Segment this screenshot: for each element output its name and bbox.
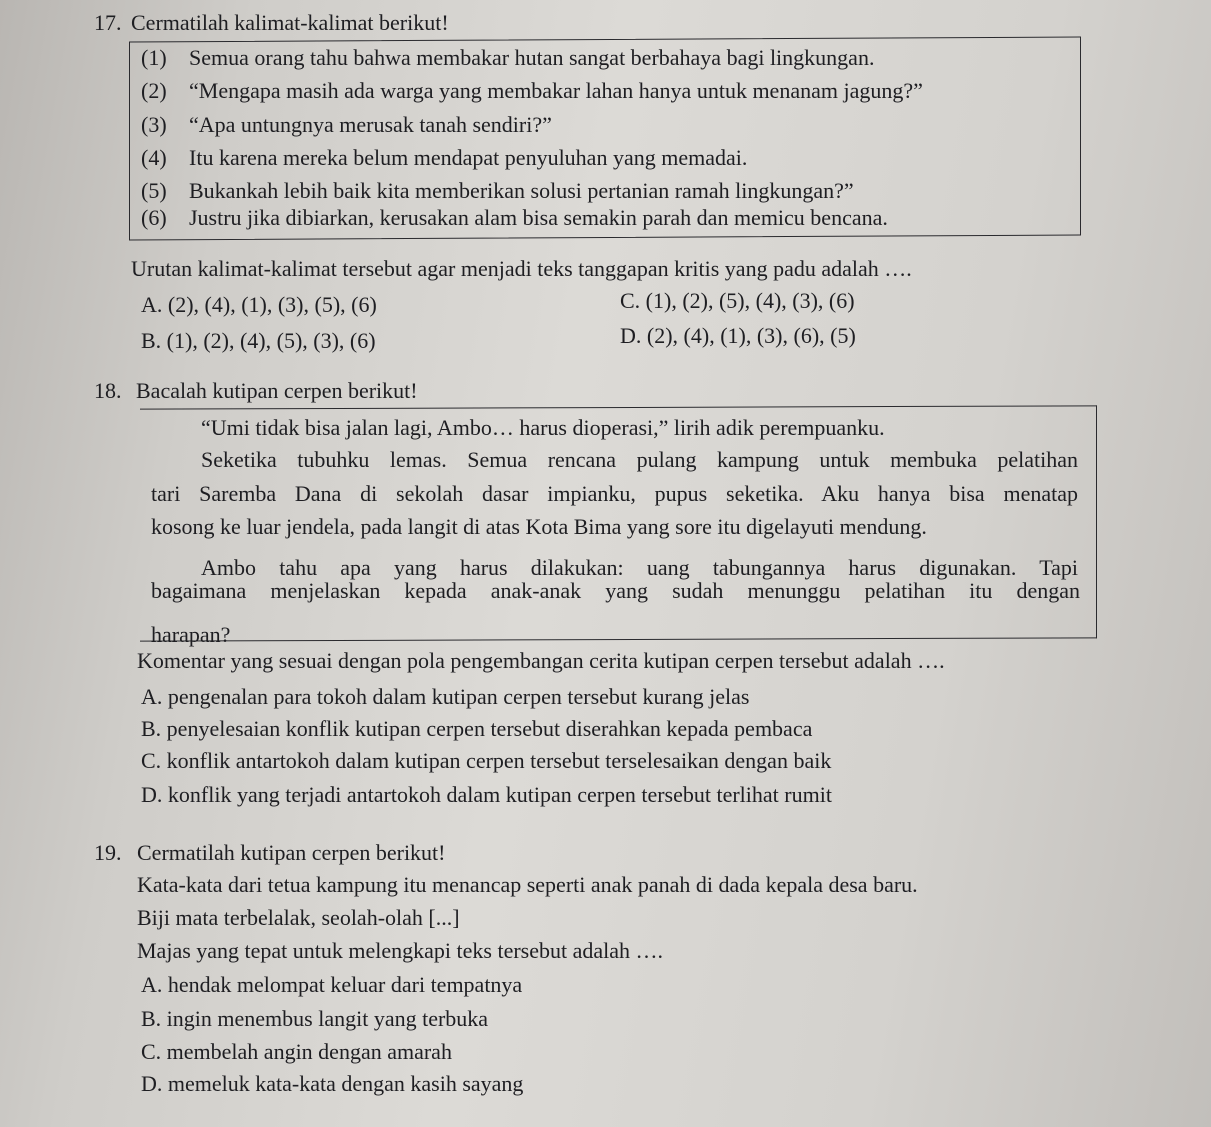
q17-sentence-6-num: (6) [141, 205, 167, 230]
q17-sentence-2: “Mengapa masih ada warga yang membakar lahan hanya untuk menanam jagung?” [189, 78, 923, 103]
q18-excerpt-line-1: “Umi tidak bisa jalan lagi, Ambo… harus dioperasi,” lirih adik perempuanku. [201, 415, 885, 440]
q17-instruction: Cermatilah kalimat-kalimat berikut! [131, 10, 449, 35]
q19-option-a: A. hendak melompat keluar dari tempatnya [141, 972, 523, 997]
q19-option-b: B. ingin menembus langit yang terbuka [141, 1006, 489, 1031]
q17-sentence-6: Justru jika dibiarkan, kerusakan alam bisa semakin parah dan memicu bencana. [189, 205, 888, 230]
q17-sentence-3-num: (3) [141, 112, 167, 137]
q17-sentence-4-num: (4) [141, 145, 167, 170]
q19-question: Majas yang tepat untuk melengkapi teks tersebut adalah …. [137, 938, 664, 963]
q17-option-c: C. (1), (2), (5), (4), (3), (6) [620, 288, 855, 313]
q19-option-c: C. membelah angin dengan amarah [141, 1039, 452, 1064]
q18-excerpt-line-2: Seketika tubuhku lemas. Semua rencana pulang kampung untuk membuka pelatihan [201, 447, 1078, 472]
q18-excerpt-line-5: Ambo tahu apa yang harus dilakukan: uang tabungannya harus digunakan. Tapi [201, 555, 1078, 580]
q19-instruction: Cermatilah kutipan cerpen berikut! [137, 840, 446, 865]
q17-sentence-1-num: (1) [141, 45, 167, 70]
q17-number: 17. [94, 10, 122, 35]
q17-sentence-2-num: (2) [141, 78, 167, 103]
q18-excerpt-line-4: kosong ke luar jendela, pada langit di atas Kota Bima yang sore itu digelayuti mendung. [151, 514, 927, 539]
q19-excerpt-line-1: Kata-kata dari tetua kampung itu menancap seperti anak panah di dada kepala desa baru. [137, 872, 918, 897]
q17-sentence-4: Itu karena mereka belum mendapat penyuluhan yang memadai. [189, 145, 748, 170]
q19-excerpt-line-2: Biji mata terbelalak, seolah-olah [...] [137, 905, 460, 930]
q18-number: 18. [94, 378, 122, 403]
q18-option-b: B. penyelesaian konflik kutipan cerpen tersebut diserahkan kepada pembaca [141, 716, 813, 741]
q17-sentence-3: “Apa untungnya merusak tanah sendiri?” [189, 112, 552, 137]
q17-option-d: D. (2), (4), (1), (3), (6), (5) [620, 323, 856, 348]
q17-sentence-5: Bukankah lebih baik kita memberikan solusi pertanian ramah lingkungan?” [189, 178, 854, 203]
q18-excerpt-line-6: bagaimana menjelaskan kepada anak-anak yang sudah menunggu pelatihan itu dengan [151, 578, 1080, 603]
q18-option-d: D. konflik yang terjadi antartokoh dalam kutipan cerpen tersebut terlihat rumit [141, 782, 832, 807]
q18-instruction: Bacalah kutipan cerpen berikut! [136, 378, 418, 403]
q18-option-a: A. pengenalan para tokoh dalam kutipan cerpen tersebut kurang jelas [141, 684, 750, 709]
q17-sentence-1: Semua orang tahu bahwa membakar hutan sangat berbahaya bagi lingkungan. [189, 45, 875, 70]
q18-question: Komentar yang sesuai dengan pola pengembangan cerita kutipan cerpen tersebut adalah …. [137, 648, 945, 673]
q18-option-c: C. konflik antartokoh dalam kutipan cerpen tersebut terselesaikan dengan baik [141, 748, 832, 773]
q18-excerpt-line-3: tari Saremba Dana di sekolah dasar impianku, pupus seketika. Aku hanya bisa menatap [151, 481, 1078, 506]
q17-option-b: B. (1), (2), (4), (5), (3), (6) [141, 328, 376, 353]
q19-number: 19. [94, 840, 122, 865]
q18-excerpt-line-7: harapan? [151, 622, 231, 647]
q17-option-a: A. (2), (4), (1), (3), (5), (6) [141, 292, 377, 317]
q17-sentence-5-num: (5) [141, 178, 167, 203]
q17-question: Urutan kalimat-kalimat tersebut agar menjadi teks tanggapan kritis yang padu adalah …. [131, 256, 912, 281]
q19-option-d: D. memeluk kata-kata dengan kasih sayang [141, 1071, 524, 1096]
